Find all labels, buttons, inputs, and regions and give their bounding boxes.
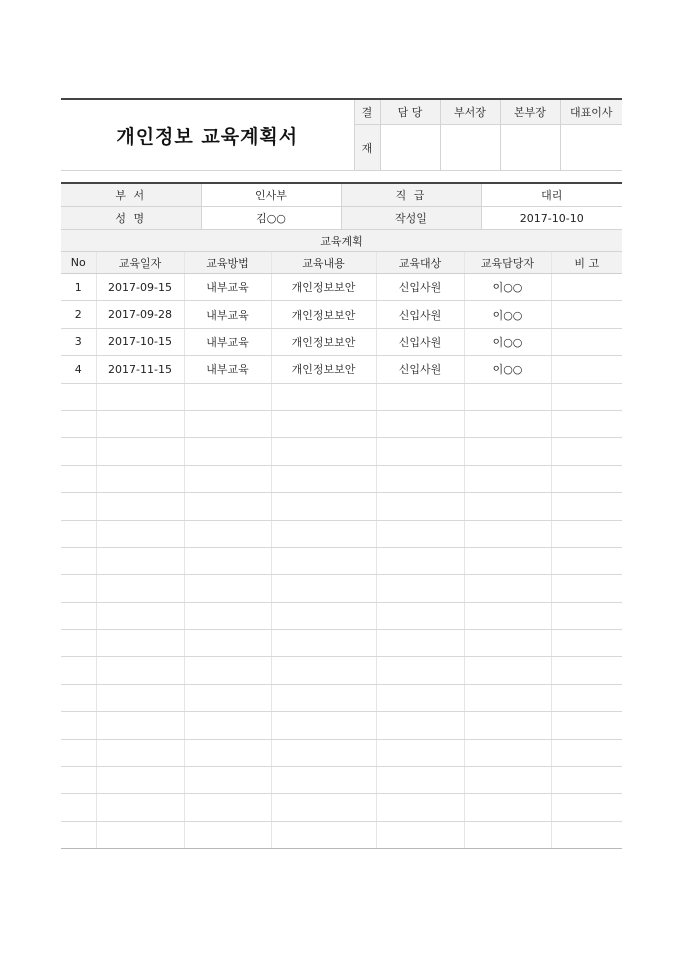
cell-method[interactable] <box>184 767 271 794</box>
cell-date[interactable] <box>96 575 184 602</box>
cell-target[interactable] <box>376 520 464 547</box>
cell-method[interactable]: 내부교육 <box>184 356 271 383</box>
col-header-no: No <box>61 252 96 274</box>
plan-header-row <box>61 252 622 274</box>
cell-method[interactable] <box>184 684 271 711</box>
cell-instructor[interactable] <box>464 767 551 794</box>
cell-remarks[interactable] <box>551 712 622 739</box>
table-row <box>61 575 622 602</box>
table-row <box>61 301 622 328</box>
table-row <box>61 712 622 739</box>
cell-target[interactable] <box>376 602 464 629</box>
table-row <box>61 602 622 629</box>
date-value[interactable]: 2017-10-10 <box>481 207 622 230</box>
table-row <box>61 356 622 383</box>
plan-table <box>61 252 622 849</box>
table-row <box>61 547 622 574</box>
cell-instructor[interactable] <box>464 520 551 547</box>
cell-remarks[interactable] <box>551 356 622 383</box>
cell-target[interactable] <box>376 657 464 684</box>
cell-date[interactable] <box>96 383 184 410</box>
table-row <box>61 274 622 301</box>
cell-remarks[interactable] <box>551 794 622 821</box>
cell-remarks[interactable] <box>551 767 622 794</box>
cell-instructor[interactable] <box>464 684 551 711</box>
cell-instructor[interactable]: 이○○ <box>464 356 551 383</box>
cell-no[interactable] <box>61 684 96 711</box>
cell-method[interactable]: 내부교육 <box>184 328 271 355</box>
name-label: 성 명 <box>61 207 201 230</box>
col-header-date: 교육일자 <box>96 252 184 274</box>
cell-target[interactable] <box>376 630 464 657</box>
cell-target[interactable] <box>376 767 464 794</box>
cell-content[interactable] <box>271 602 376 629</box>
cell-instructor[interactable] <box>464 410 551 437</box>
cell-instructor[interactable] <box>464 465 551 492</box>
cell-instructor[interactable] <box>464 438 551 465</box>
table-row <box>61 465 622 492</box>
approval-role-division-head: 본부장 <box>500 99 560 125</box>
cell-remarks[interactable] <box>551 575 622 602</box>
cell-no[interactable] <box>61 739 96 766</box>
cell-date[interactable] <box>96 712 184 739</box>
date-label: 작성일 <box>341 207 481 230</box>
cell-method[interactable] <box>184 794 271 821</box>
cell-target[interactable] <box>376 493 464 520</box>
cell-instructor[interactable]: 이○○ <box>464 274 551 301</box>
cell-date[interactable] <box>96 657 184 684</box>
cell-remarks[interactable] <box>551 602 622 629</box>
cell-remarks[interactable] <box>551 274 622 301</box>
cell-remarks[interactable] <box>551 520 622 547</box>
cell-content[interactable]: 개인정보보안 <box>271 328 376 355</box>
cell-content[interactable] <box>271 767 376 794</box>
cell-no[interactable] <box>61 547 96 574</box>
cell-method[interactable]: 내부교육 <box>184 301 271 328</box>
table-row <box>61 794 622 821</box>
col-header-content: 교육내용 <box>271 252 376 274</box>
table-row <box>61 438 622 465</box>
col-header-instructor: 교육담당자 <box>464 252 551 274</box>
cell-instructor[interactable] <box>464 547 551 574</box>
cell-remarks[interactable] <box>551 465 622 492</box>
cell-target[interactable] <box>376 547 464 574</box>
cell-date[interactable] <box>96 410 184 437</box>
approval-role-manager: 담 당 <box>380 99 440 125</box>
cell-instructor[interactable] <box>464 493 551 520</box>
cell-instructor[interactable]: 이○○ <box>464 301 551 328</box>
cell-method[interactable] <box>184 493 271 520</box>
cell-instructor[interactable] <box>464 630 551 657</box>
cell-date[interactable] <box>96 438 184 465</box>
cell-target[interactable]: 신입사원 <box>376 274 464 301</box>
dept-label: 부 서 <box>61 183 201 207</box>
cell-no[interactable] <box>61 630 96 657</box>
cell-content[interactable] <box>271 438 376 465</box>
table-row <box>61 684 622 711</box>
cell-no[interactable] <box>61 794 96 821</box>
cell-date[interactable] <box>96 821 184 848</box>
cell-content[interactable] <box>271 410 376 437</box>
cell-method[interactable] <box>184 657 271 684</box>
cell-method[interactable] <box>184 712 271 739</box>
cell-remarks[interactable] <box>551 739 622 766</box>
cell-remarks[interactable] <box>551 821 622 848</box>
cell-remarks[interactable] <box>551 493 622 520</box>
cell-date[interactable] <box>96 465 184 492</box>
cell-no[interactable] <box>61 602 96 629</box>
cell-no[interactable] <box>61 821 96 848</box>
cell-content[interactable]: 개인정보보안 <box>271 356 376 383</box>
cell-date[interactable]: 2017-09-15 <box>96 274 184 301</box>
cell-content[interactable] <box>271 712 376 739</box>
cell-date[interactable] <box>96 767 184 794</box>
cell-target[interactable]: 신입사원 <box>376 328 464 355</box>
cell-date[interactable] <box>96 493 184 520</box>
table-row <box>61 630 622 657</box>
cell-content[interactable] <box>271 547 376 574</box>
cell-no[interactable] <box>61 493 96 520</box>
cell-content[interactable] <box>271 684 376 711</box>
cell-instructor[interactable] <box>464 575 551 602</box>
cell-no[interactable] <box>61 520 96 547</box>
table-row <box>61 767 622 794</box>
cell-target[interactable] <box>376 684 464 711</box>
cell-no[interactable] <box>61 438 96 465</box>
cell-content[interactable] <box>271 493 376 520</box>
cell-content[interactable] <box>271 739 376 766</box>
cell-target[interactable] <box>376 712 464 739</box>
signature-box-division-head[interactable] <box>500 125 560 171</box>
cell-date[interactable]: 2017-11-15 <box>96 356 184 383</box>
cell-target[interactable]: 신입사원 <box>376 301 464 328</box>
cell-method[interactable] <box>184 438 271 465</box>
cell-remarks[interactable] <box>551 630 622 657</box>
cell-no[interactable]: 1 <box>61 274 96 301</box>
cell-date[interactable] <box>96 684 184 711</box>
cell-date[interactable] <box>96 739 184 766</box>
cell-content[interactable] <box>271 821 376 848</box>
signature-box-manager[interactable] <box>380 125 440 171</box>
table-row <box>61 493 622 520</box>
cell-target[interactable] <box>376 739 464 766</box>
cell-date[interactable] <box>96 630 184 657</box>
table-row <box>61 328 622 355</box>
cell-target[interactable] <box>376 465 464 492</box>
cell-content[interactable]: 개인정보보안 <box>271 274 376 301</box>
cell-date[interactable] <box>96 547 184 574</box>
cell-date[interactable] <box>96 520 184 547</box>
cell-method[interactable] <box>184 383 271 410</box>
cell-no[interactable]: 2 <box>61 301 96 328</box>
cell-remarks[interactable] <box>551 438 622 465</box>
cell-date[interactable] <box>96 602 184 629</box>
cell-date[interactable]: 2017-10-15 <box>96 328 184 355</box>
position-label: 직 급 <box>341 183 481 207</box>
cell-method[interactable] <box>184 575 271 602</box>
cell-no[interactable] <box>61 767 96 794</box>
info-table <box>61 182 622 252</box>
table-row <box>61 739 622 766</box>
cell-remarks[interactable] <box>551 383 622 410</box>
name-value[interactable]: 김○○ <box>201 207 341 230</box>
cell-target[interactable] <box>376 821 464 848</box>
cell-content[interactable]: 개인정보보안 <box>271 301 376 328</box>
cell-method[interactable] <box>184 547 271 574</box>
signature-box-dept-head[interactable] <box>440 125 500 171</box>
cell-method[interactable] <box>184 821 271 848</box>
cell-method[interactable] <box>184 602 271 629</box>
cell-no[interactable]: 4 <box>61 356 96 383</box>
cell-method[interactable] <box>184 410 271 437</box>
cell-content[interactable] <box>271 383 376 410</box>
cell-method[interactable]: 내부교육 <box>184 274 271 301</box>
cell-instructor[interactable] <box>464 657 551 684</box>
cell-instructor[interactable]: 이○○ <box>464 328 551 355</box>
cell-no[interactable] <box>61 657 96 684</box>
cell-target[interactable] <box>376 410 464 437</box>
document-page <box>61 98 622 849</box>
approval-label-bottom: 재 <box>354 125 380 171</box>
col-header-method: 교육방법 <box>184 252 271 274</box>
cell-target[interactable] <box>376 575 464 602</box>
cell-remarks[interactable] <box>551 328 622 355</box>
cell-remarks[interactable] <box>551 657 622 684</box>
cell-remarks[interactable] <box>551 547 622 574</box>
cell-no[interactable] <box>61 575 96 602</box>
cell-content[interactable] <box>271 520 376 547</box>
cell-instructor[interactable] <box>464 712 551 739</box>
cell-remarks[interactable] <box>551 684 622 711</box>
cell-method[interactable] <box>184 630 271 657</box>
plan-section-title: 교육계획 <box>61 230 622 252</box>
cell-instructor[interactable] <box>464 794 551 821</box>
table-row <box>61 410 622 437</box>
cell-no[interactable] <box>61 383 96 410</box>
plan-body <box>61 274 622 849</box>
cell-content[interactable] <box>271 794 376 821</box>
header-table <box>61 98 622 171</box>
cell-date[interactable] <box>96 794 184 821</box>
approval-label-top: 결 <box>354 99 380 125</box>
table-row <box>61 657 622 684</box>
cell-no[interactable] <box>61 712 96 739</box>
cell-no[interactable] <box>61 465 96 492</box>
cell-target[interactable] <box>376 794 464 821</box>
cell-method[interactable] <box>184 739 271 766</box>
cell-content[interactable] <box>271 657 376 684</box>
table-row <box>61 383 622 410</box>
cell-remarks[interactable] <box>551 301 622 328</box>
signature-box-ceo[interactable] <box>560 125 622 171</box>
cell-instructor[interactable] <box>464 383 551 410</box>
cell-method[interactable] <box>184 465 271 492</box>
cell-remarks[interactable] <box>551 410 622 437</box>
cell-content[interactable] <box>271 575 376 602</box>
position-value[interactable]: 대리 <box>481 183 622 207</box>
cell-content[interactable] <box>271 465 376 492</box>
cell-target[interactable] <box>376 383 464 410</box>
approval-role-ceo: 대표이사 <box>560 99 622 125</box>
col-header-remarks: 비 고 <box>551 252 622 274</box>
cell-instructor[interactable] <box>464 602 551 629</box>
cell-content[interactable] <box>271 630 376 657</box>
cell-instructor[interactable] <box>464 821 551 848</box>
cell-instructor[interactable] <box>464 739 551 766</box>
dept-value[interactable]: 인사부 <box>201 183 341 207</box>
table-row <box>61 821 622 848</box>
approval-role-dept-head: 부서장 <box>440 99 500 125</box>
cell-target[interactable] <box>376 438 464 465</box>
cell-target[interactable]: 신입사원 <box>376 356 464 383</box>
col-header-target: 교육대상 <box>376 252 464 274</box>
document-title: 개인정보 교육계획서 <box>61 99 354 171</box>
cell-method[interactable] <box>184 520 271 547</box>
table-row <box>61 520 622 547</box>
cell-date[interactable]: 2017-09-28 <box>96 301 184 328</box>
cell-no[interactable] <box>61 410 96 437</box>
cell-no[interactable]: 3 <box>61 328 96 355</box>
